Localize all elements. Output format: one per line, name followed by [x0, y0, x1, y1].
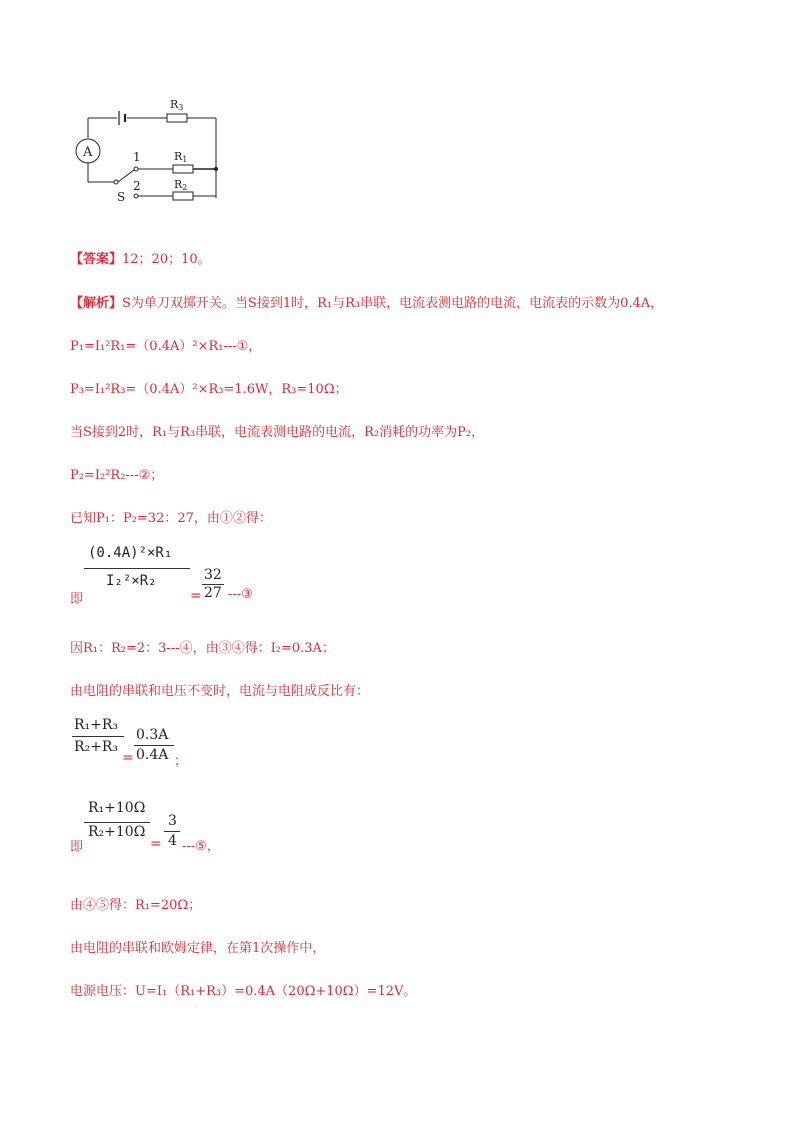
formula-2-right-numerator: 0.3A — [136, 727, 169, 743]
formula-ratio-resistance — [70, 800, 290, 860]
r1-label: R1 — [174, 150, 188, 164]
r2-label: R2 — [174, 178, 188, 192]
answer-tag: 【答案】 — [70, 252, 123, 267]
answer-line — [70, 248, 211, 267]
formula-3-denominator: R₂+10Ω — [88, 824, 146, 840]
circuit-diagram — [70, 90, 240, 215]
analysis-line-3: P₃=I₁²R₃=（0.4A）²×R₃=1.6W，R₃=10Ω； — [70, 382, 348, 397]
analysis-line-4: 当S接到2时，R₁与R₃串联，电流表测电路的电流，R₂消耗的功率为P₂， — [70, 425, 485, 440]
analysis-tag: 【解析】 — [70, 296, 123, 311]
formula-1-lead: 即 — [70, 592, 84, 607]
analysis-line-8: 由电阻的串联和电压不变时，电流与电阻成反比有： — [70, 684, 370, 699]
formula-3-right-denominator: 4 — [168, 833, 177, 849]
formula-2-numerator: R₁+R₃ — [74, 717, 119, 733]
formula-1-equals: = — [190, 588, 202, 604]
formula-2-tail: ； — [174, 754, 188, 769]
analysis-line-5: P₂=I₂²R₂---②； — [70, 468, 164, 483]
formula-1-tail: ---③ — [228, 587, 253, 602]
formula-2-denominator: R₂+R₃ — [74, 739, 119, 755]
ammeter-label: A — [83, 145, 93, 160]
formula-ratio-power — [70, 545, 310, 605]
analysis-line-6: 已知P₁：P₂=32：27，由①②得： — [70, 511, 272, 526]
analysis-line-7: 因R₁：R₂=2：3---④，由③④得：I₂=0.3A； — [70, 641, 335, 656]
analysis-line-10: 由电阻的串联和欧姆定律，在第1次操作中， — [70, 941, 326, 956]
formula-1-numerator: (0.4A)²×R₁ — [88, 545, 173, 561]
formula-3-right-numerator: 3 — [168, 813, 177, 829]
formula-3-numerator: R₁+10Ω — [88, 800, 146, 816]
formula-3-lead: 即 — [70, 840, 84, 855]
formula-1-right-denominator: 27 — [204, 585, 222, 601]
analysis-line-11: 电源电压：U=I₁（R₁+R₃）=0.4A（20Ω+10Ω）=12V。 — [70, 984, 417, 999]
formula-3-tail: ---⑤， — [182, 839, 220, 854]
formula-1-denominator: I₂²×R₂ — [106, 573, 157, 589]
formula-2-right-denominator: 0.4A — [136, 747, 169, 763]
position-2-label: 2 — [133, 179, 141, 193]
switch-label: S — [117, 190, 126, 204]
r3-label: R3 — [170, 98, 184, 112]
formula-1-right-numerator: 32 — [204, 567, 222, 583]
analysis-line-1 — [70, 292, 663, 311]
formula-2-equals: = — [122, 750, 134, 766]
formula-3-equals: = — [150, 836, 162, 852]
formula-ratio-current — [70, 717, 270, 777]
position-1-label: 1 — [133, 150, 141, 164]
analysis-text-1: S为单刀双掷开关。当S接到1时，R₁与R₃串联，电流表测电路的电流，电流表的示数为0.4A， — [122, 296, 664, 311]
analysis-line-2: P₁=I₁²R₁=（0.4A）²×R₁---①， — [70, 339, 262, 354]
analysis-line-9: 由④⑤得：R₁=20Ω； — [70, 898, 202, 913]
answer-text: 12；20；10。 — [122, 252, 211, 267]
